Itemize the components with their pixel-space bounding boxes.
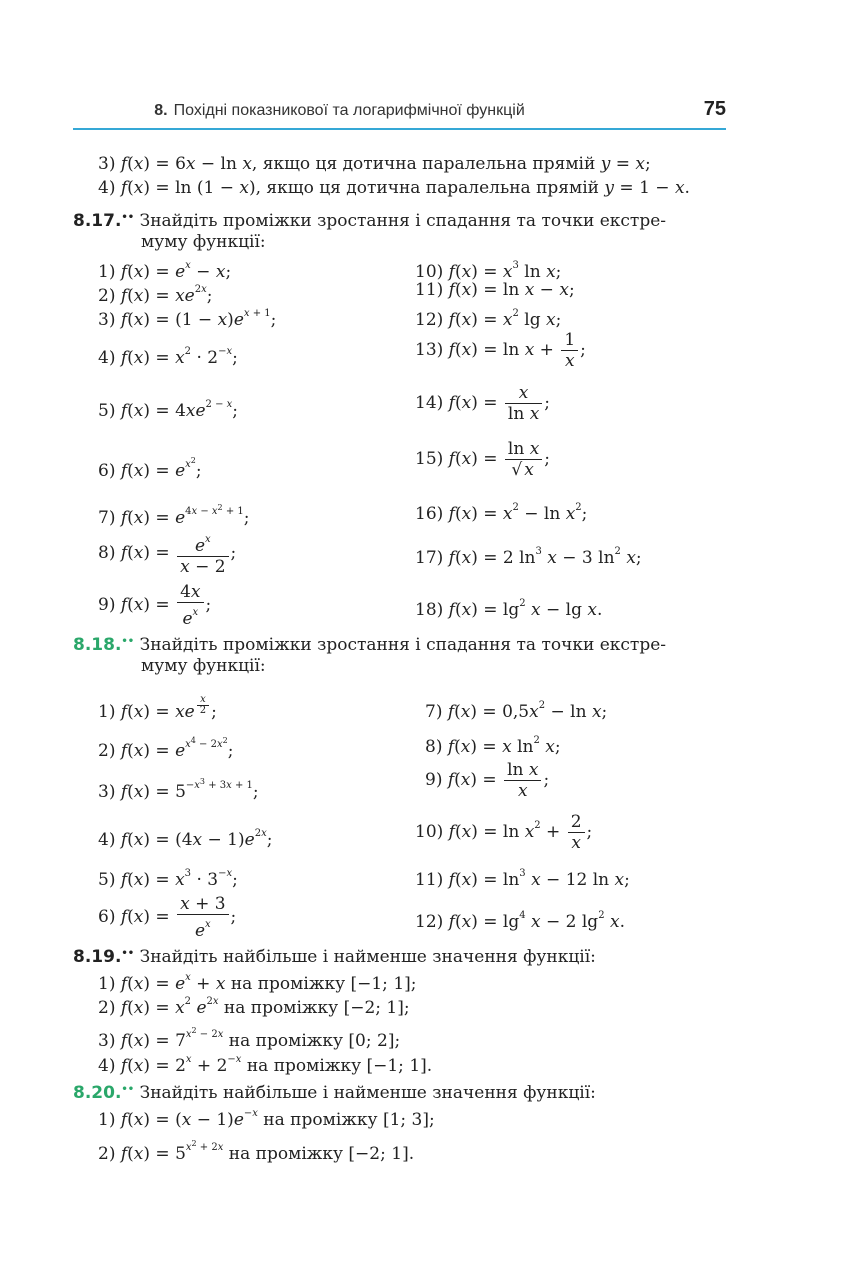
text-line: 16) $f(x) = x^2 - \ln x^2$;: [415, 502, 588, 524]
text-line: 13) f(x) = ln x + $\frac{1}{x}$ ;: [415, 330, 586, 371]
text-line: 5) $f(x) = x^3 \cdot 3^{-x}$;: [98, 868, 238, 890]
text-line: 11) $f(x) = \ln^3 x - 12$ ln x;: [415, 868, 630, 890]
text-line: 2) $f(x) = e^{x^4 - 2x^2}$;: [98, 736, 234, 761]
text-line: 3) $f(x) = (1 - x)e^{x + 1}$;: [98, 308, 277, 330]
text-line: 1) f(x) = xe $^{\frac{x}{2}}$ ;: [98, 694, 217, 722]
page-header: [73, 98, 726, 130]
text-line: 7) $f(x) = e^{4x - x^2 + 1}$;: [98, 503, 250, 528]
text-line: 8) f(x) = x $\ln^2 x$;: [425, 735, 561, 757]
text-line: 9) f(x) = $\frac{4x}{e^x}$ ;: [98, 582, 212, 629]
text-line: 2) $f(x) = x^2$ $e^{2x}$ на проміжку [−2; 1];: [98, 996, 410, 1018]
text-line: 9) f(x) = $\frac{\text{ln x}}{x}$ ;: [425, 760, 550, 801]
text-line: 12) $f(x) = x^2$ lg x;: [415, 308, 562, 330]
text-line: 1) $f(x) = e^x + x$ на проміжку [−1; 1];: [98, 972, 417, 994]
text-line: 4) $f(x) = x^2 \cdot 2^{-x}$;: [98, 346, 238, 368]
text-line: 6) $f(x) = e^{x^2}$;: [98, 456, 202, 481]
text-line: 6) f(x) = $\frac{x + 3}{e^x}$ ;: [98, 894, 237, 941]
chapter-title: [73, 102, 606, 120]
text-line: муму функції:: [141, 656, 266, 676]
text-line: 15) f(x) = $\frac{\text{ln x}}{√ x}$ ;: [415, 439, 551, 480]
text-line: 10) $f(x) = x^3$ ln x;: [415, 260, 562, 282]
text-line: 5) $f(x) = 4xe^{2 - x}$;: [98, 399, 239, 421]
text-line: 1) $f(x) = (x - 1)e^{-x}$ на проміжку [1; 3];: [98, 1108, 435, 1130]
text-line: 8.18.•• Знайдіть проміжки зростання і спадання та точки екстре-: [73, 635, 667, 655]
text-line: 8.19.•• Знайдіть найбільше і найменше значення функції:: [73, 947, 596, 967]
text-line: 7) $f(x) = 0,5x^2 - \ln x$;: [425, 700, 608, 722]
text-line: 17) f(x) = 2 $\ln^3 x - 3$ $\ln^2 x$;: [415, 546, 642, 568]
text-line: 4) $f(x) = (4x - 1)e^{2x}$;: [98, 828, 273, 850]
text-line: 10) $f(x) = \ln x^2$ + $\frac{2}{x}$ ;: [415, 812, 593, 853]
chapter-number: 8.: [154, 102, 168, 119]
chapter-title-text: Похідні показникової та логарифмічної функцій: [173, 102, 525, 119]
text-line: 8.20.•• Знайдіть найбільше і найменше значення функції:: [73, 1083, 596, 1103]
text-line: 2) $f(x) = xe^{2x}$;: [98, 284, 213, 306]
text-line: 1) $f(x) = e^x - x$;: [98, 260, 232, 282]
page-number: 75: [703, 98, 726, 120]
text-line: 3) $f(x) = 7^{x^2 - 2x}$ на проміжку [0; 2];: [98, 1026, 401, 1051]
text-line: 4) f(x) = ln (1 − x), якщо ця дотична паралельна прямій y = 1 − x.: [98, 178, 690, 198]
text-line: 8.17.•• Знайдіть проміжки зростання і спадання та точки екстре-: [73, 211, 667, 231]
text-line: муму функції:: [141, 232, 266, 252]
text-line: 3) $f(x) = 5^{-x^3 + 3x + 1}$;: [98, 777, 259, 802]
text-line: 12) $f(x) = \lg^4 x - 2$ $\lg^2 x$.: [415, 910, 625, 932]
text-line: 4) $f(x) = 2^x + 2^{-x}$ на проміжку [−1; 1].: [98, 1054, 433, 1076]
text-line: 14) f(x) = $\frac{x}{\text{ln x}}$ ;: [415, 383, 551, 424]
text-line: 18) $f(x) = \lg^2 x - \lg x$.: [415, 598, 603, 620]
text-line: 11) f(x) = ln x − x;: [415, 280, 575, 300]
text-line: 2) $f(x) = 5^{x^2 + 2x}$ на проміжку [−2; 1].: [98, 1139, 415, 1164]
text-line: 3) f(x) = 6x − ln x, якщо ця дотична паралельна прямій y = x;: [98, 154, 651, 174]
text-line: 8) f(x) = $\frac{e^x}{x - 2}$ ;: [98, 530, 236, 577]
